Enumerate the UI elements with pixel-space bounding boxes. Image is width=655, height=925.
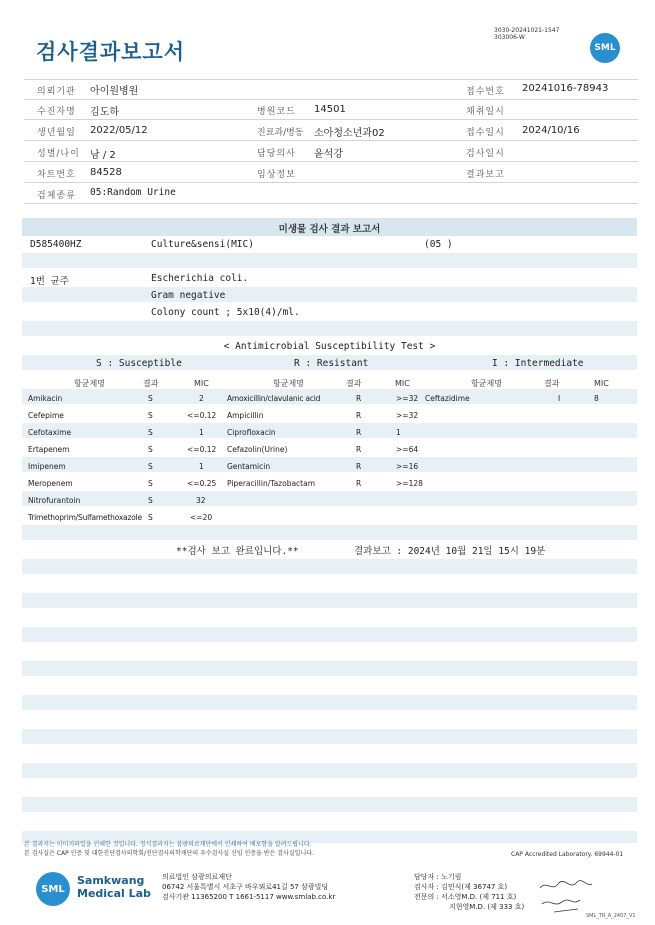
col-drug-header: 항균제명 (273, 379, 304, 388)
receipt-no-label: 접수번호 (466, 87, 505, 97)
divider (24, 79, 638, 80)
lab-name-line2: Medical Lab (77, 887, 151, 900)
band (22, 321, 637, 336)
page-title: 검사결과보고서 (36, 40, 186, 64)
sml-footer-logo-text: SML (41, 884, 65, 895)
col-result-header: 결과 (544, 379, 560, 388)
drug-result: S (148, 513, 153, 522)
specimen-label: 검체종류 (37, 191, 76, 201)
dept-label: 진료과/병동 (257, 128, 304, 138)
drug-result: S (148, 445, 153, 454)
gram-stain: Gram negative (151, 290, 226, 301)
col-drug-header: 항균제명 (471, 379, 502, 388)
chart-no-label: 차트번호 (37, 170, 76, 180)
drug-mic: <=20 (190, 513, 213, 522)
band (22, 423, 637, 438)
drug-name: Trimethoprim/Sulfamethoxazole (28, 513, 142, 522)
hospital-code-label: 병원코드 (257, 107, 296, 117)
drug-mic: <=0.25 (187, 479, 217, 488)
lab-address-block (162, 872, 335, 902)
drug-mic: >=16 (396, 462, 419, 471)
receipt-date-label: 접수일시 (466, 128, 505, 138)
recipient-label: 수진자명 (37, 107, 76, 117)
staff-manager: 담당자 : 노기림 (414, 873, 462, 881)
specimen-value: 05:Random Urine (90, 187, 176, 198)
band (22, 457, 637, 472)
drug-name: Ertapenem (28, 445, 70, 454)
sex-age-value: 남 / 2 (90, 150, 116, 161)
legend-susceptible: S : Susceptible (96, 358, 182, 369)
drug-mic: >=32 (396, 394, 419, 403)
col-mic-header: MIC (594, 379, 609, 388)
dept-value: 소아청소년과02 (314, 128, 385, 139)
staff-specialist: 전문의 : 서소영M.D. (제 711 호) (414, 893, 517, 901)
band (22, 797, 637, 812)
lab-name-line1: Samkwang (77, 874, 145, 887)
drug-name: Meropenem (28, 479, 73, 488)
test-code: D585400HZ (30, 239, 82, 250)
collect-date-label: 채취일시 (466, 107, 505, 117)
doctor-value: 윤석강 (314, 149, 343, 160)
sml-logo-text: SML (594, 43, 616, 53)
organism-name: Escherichia coli. (151, 273, 249, 284)
drug-result: R (356, 462, 362, 471)
report-completion: **검사 보고 완료입니다.** (176, 546, 299, 557)
band (22, 661, 637, 676)
drug-result: R (356, 411, 362, 420)
drug-name: Ciprofloxacin (227, 428, 276, 437)
drug-result: R (356, 445, 362, 454)
drug-result: S (148, 428, 153, 437)
legend-intermediate: I : Intermediate (492, 358, 584, 369)
drug-name: Nitrofurantoin (28, 496, 81, 505)
divider (24, 203, 638, 204)
drug-result: S (148, 394, 153, 403)
drug-name: Amikacin (28, 394, 63, 403)
drug-name: Cefepime (28, 411, 64, 420)
accreditation-note: 본 검사실은 CAP 인증 및 대한진단검사의학회/진단검사의학재단의 우수검사실 신임 인증을 받은 검사실입니다. (24, 850, 314, 857)
hospital-code-value: 14501 (314, 104, 346, 115)
document-id (494, 27, 559, 41)
sex-age-label: 성별/나이 (37, 149, 80, 159)
drug-mic: 8 (594, 394, 599, 403)
staff-specialist-2: 지현영M.D. (제 333 호) (449, 903, 525, 911)
test-subcode: (05 ) (424, 239, 453, 250)
result-report-label: 결과보고 (466, 170, 505, 180)
divider (24, 182, 638, 183)
drug-mic: 1 (199, 428, 204, 437)
drug-result: R (356, 479, 362, 488)
drug-result: I (558, 394, 561, 403)
drug-mic: 32 (196, 496, 206, 505)
band (22, 389, 637, 404)
ast-title: < Antimicrobial Susceptibility Test > (223, 341, 436, 352)
divider (24, 161, 638, 162)
document-id-line1: 3030-20241021-1547 (494, 27, 560, 34)
staff-block (414, 872, 524, 912)
col-result-header: 결과 (143, 379, 159, 388)
document-id-line2: 303006-W (494, 34, 525, 41)
receipt-date-value: 2024/10/16 (522, 125, 580, 136)
org-contact: 검사기관 11365200 T 1661-5117 www.smlab.co.kr (162, 893, 336, 901)
lab-name (77, 874, 151, 900)
signature-marks (536, 878, 596, 918)
divider (24, 99, 638, 100)
staff-tester: 검사자 : 김민식(제 36747 호) (414, 883, 508, 891)
drug-name: Cefotaxime (28, 428, 72, 437)
divider (24, 119, 638, 120)
col-drug-header: 항균제명 (74, 379, 105, 388)
band (22, 525, 637, 540)
drug-mic: 2 (199, 394, 204, 403)
clinical-label: 임상정보 (257, 170, 296, 180)
receipt-no-value: 20241016-78943 (522, 83, 609, 94)
divider (24, 140, 638, 141)
drug-result: S (148, 479, 153, 488)
band (22, 491, 637, 506)
report-time: 결과보고 : 2024년 10월 21일 15시 19분 (354, 546, 546, 557)
drug-name: Piperacillin/Tazobactam (227, 479, 316, 488)
band (22, 253, 637, 268)
drug-result: S (148, 496, 153, 505)
drug-mic: >=64 (396, 445, 419, 454)
drug-name: Imipenem (28, 462, 66, 471)
recipient-value: 김도하 (90, 107, 119, 118)
band (22, 287, 637, 302)
drug-mic: <=0.12 (187, 411, 217, 420)
colony-count: Colony count ; 5x10(4)/ml. (151, 307, 300, 318)
disclaimer-note: 본 결과지는 이미지파일을 인쇄한 것입니다. 정식결과지는 삼광의료재단에서 인쇄하여 배포함을 알려드립니다. (24, 841, 312, 848)
band (22, 627, 637, 642)
drug-name: Ceftazidime (425, 394, 470, 403)
drug-mic: <=0.12 (187, 445, 217, 454)
org-address: 06742 서울특별시 서초구 바우뫼로41길 57 삼광빌딩 (162, 883, 329, 891)
band (22, 559, 637, 574)
drug-result: S (148, 411, 153, 420)
chart-no-value: 84528 (90, 167, 122, 178)
drug-mic: 1 (199, 462, 204, 471)
drug-mic: >=128 (396, 479, 423, 488)
col-result-header: 결과 (346, 379, 362, 388)
org-name: 의료법인 삼광의료재단 (162, 873, 232, 881)
cap-accreditation: CAP Accredited Laboratory. 69944-01 (511, 851, 624, 858)
birth-label: 생년월일 (37, 128, 76, 138)
drug-mic: 1 (396, 428, 401, 437)
band (22, 763, 637, 778)
doctor-label: 담당의사 (257, 149, 296, 159)
legend-resistant: R : Resistant (294, 358, 369, 369)
drug-name: Cefazolin(Urine) (227, 445, 288, 454)
band (22, 593, 637, 608)
birth-value: 2022/05/12 (90, 125, 148, 136)
drug-name: Ampicillin (227, 411, 264, 420)
organism-label: 1번 균주 (30, 276, 69, 287)
institution-label: 의뢰기관 (37, 87, 76, 97)
drug-name: Amoxicillin/clavulanic acid (227, 394, 321, 403)
test-date-label: 검사일시 (466, 149, 505, 159)
drug-result: R (356, 428, 362, 437)
form-code: SML_TR_A_2407_V1 (586, 913, 636, 919)
drug-result: S (148, 462, 153, 471)
test-name: Culture&sensi(MIC) (151, 239, 254, 250)
band (22, 695, 637, 710)
band (22, 729, 637, 744)
institution-value: 아이원병원 (90, 86, 139, 97)
drug-mic: >=32 (396, 411, 419, 420)
drug-result: R (356, 394, 362, 403)
col-mic-header: MIC (395, 379, 410, 388)
drug-name: Gentamicin (227, 462, 271, 471)
col-mic-header: MIC (194, 379, 209, 388)
micro-section-title: 미생물 검사 결과 보고서 (278, 224, 381, 235)
